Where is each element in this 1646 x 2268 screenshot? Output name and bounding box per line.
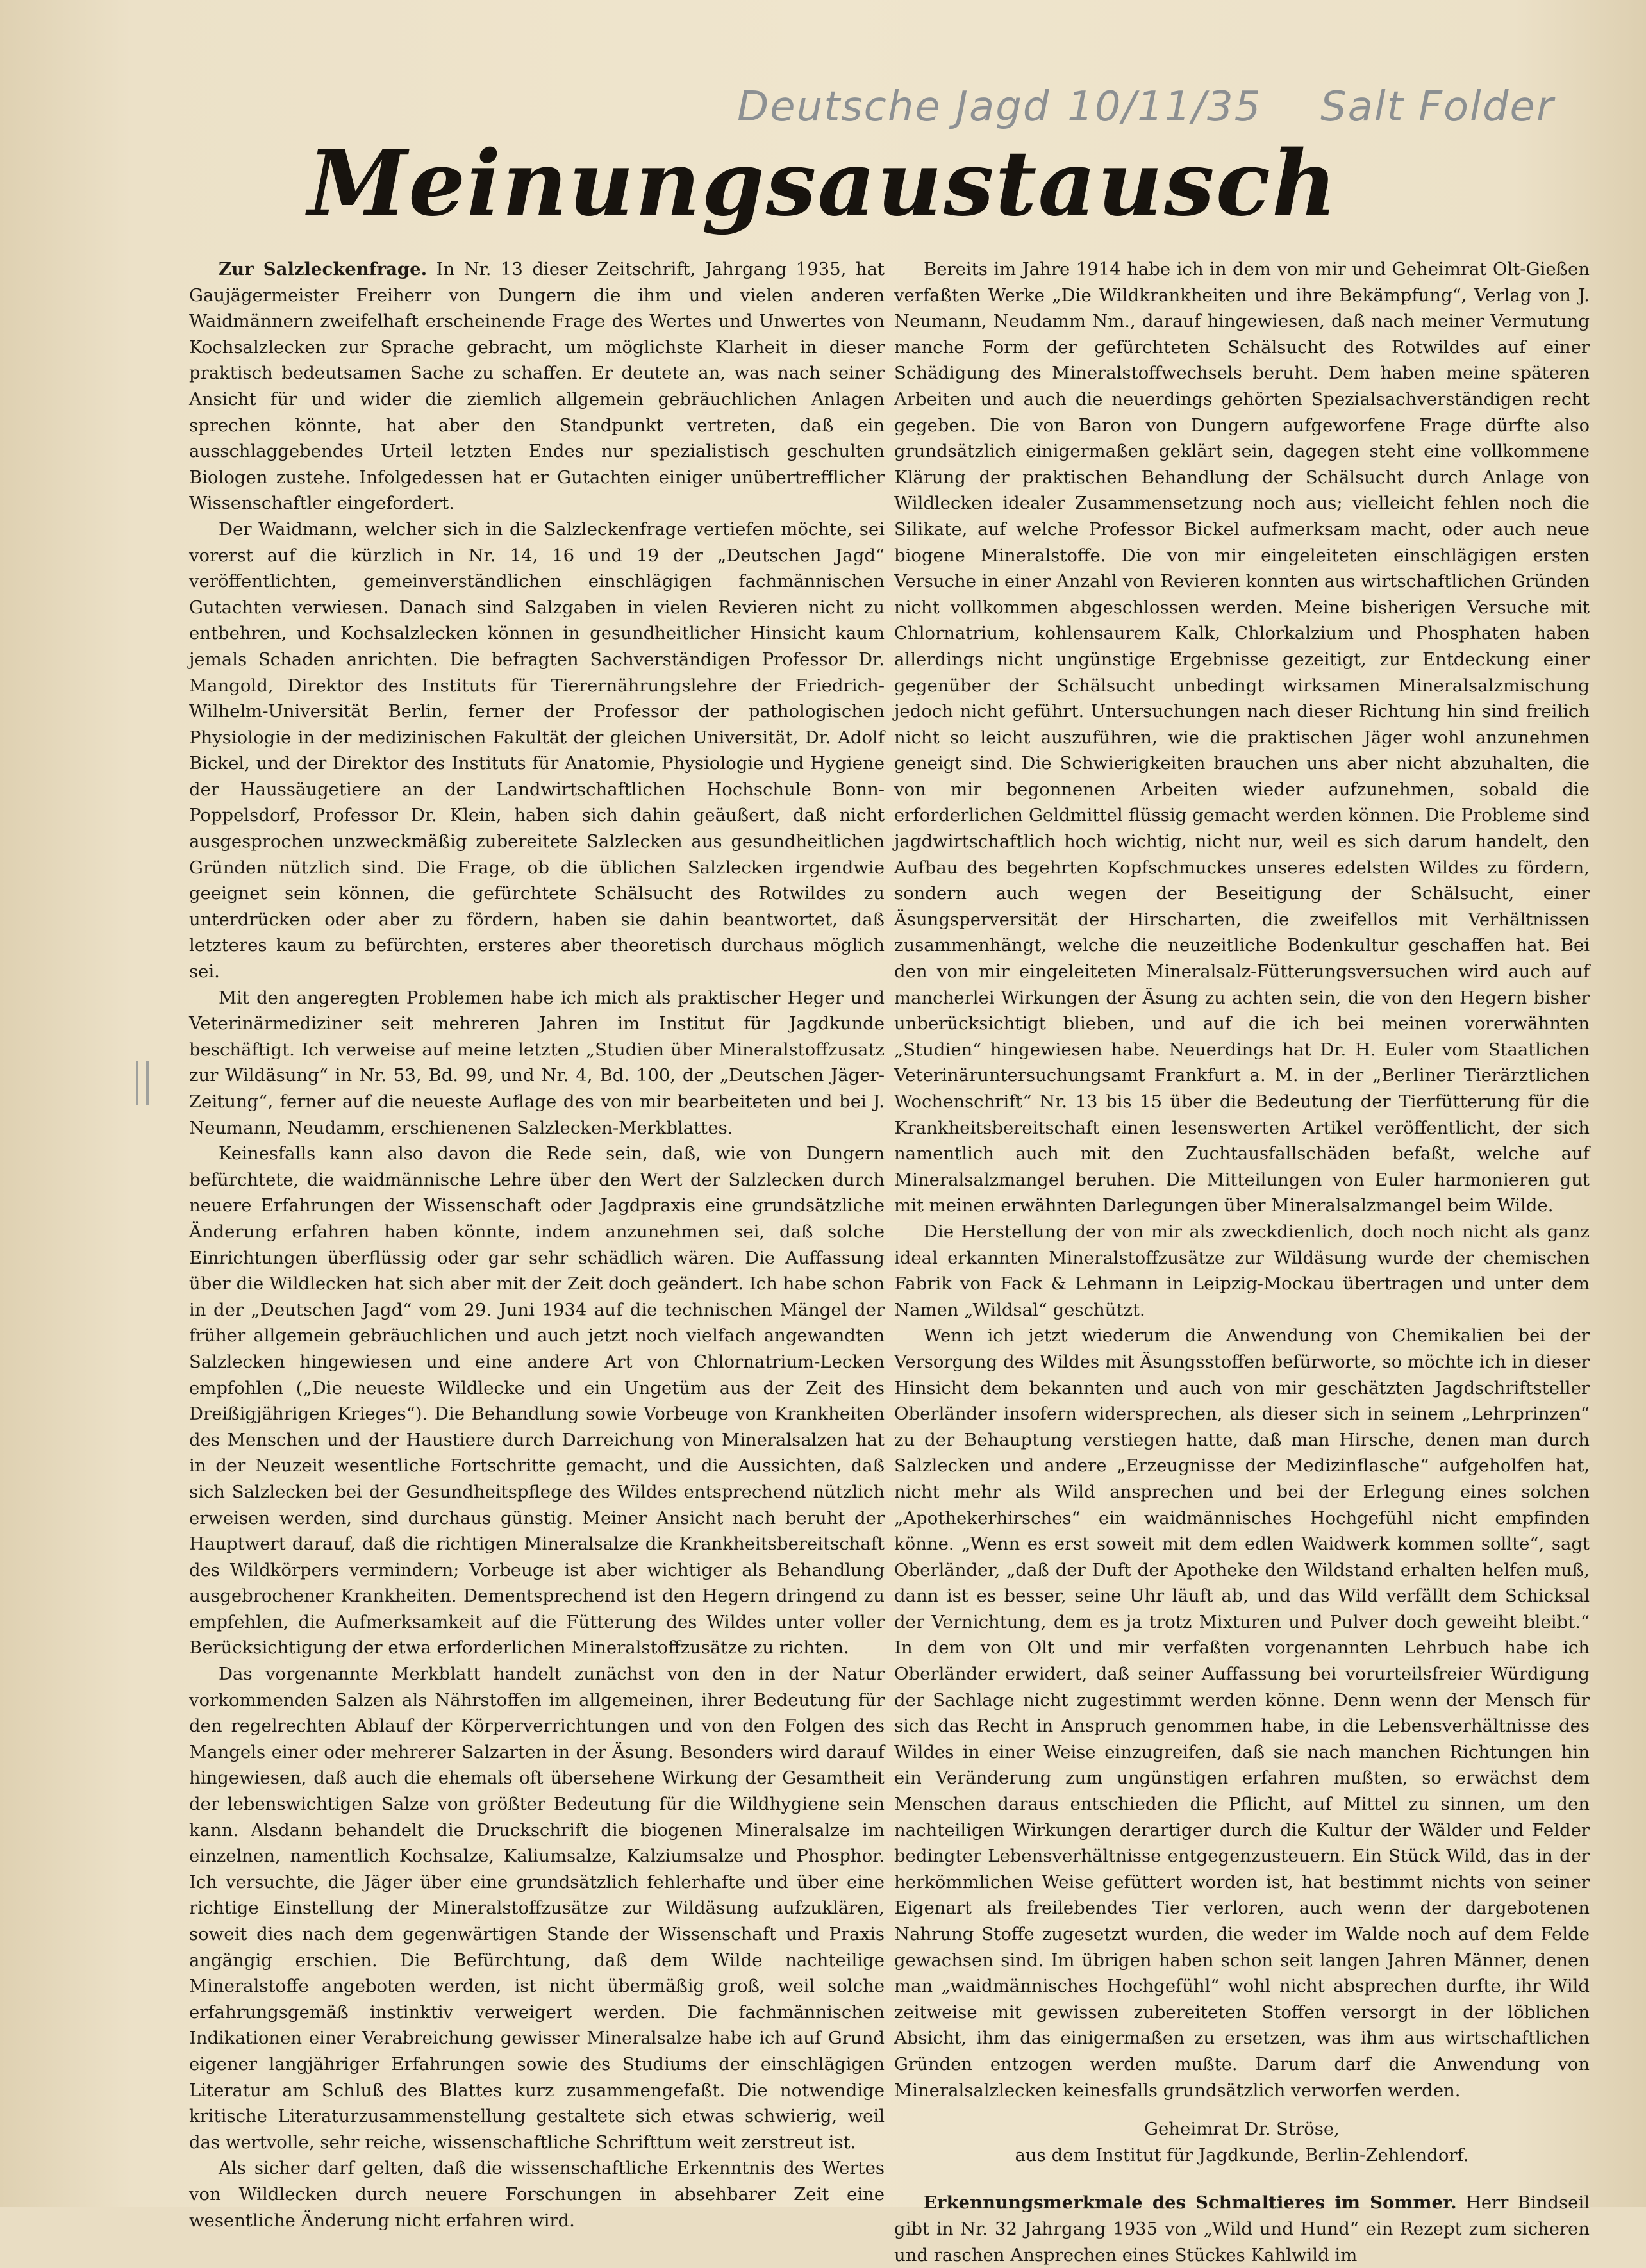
paragraph-text: Herr Bindseil gibt in Nr. 32 Jahrgang 1935 von „Wild und Hund“ ein Rezept zum sicheren und raschen Ansprechen eines Stückes Kahlwild im — [894, 2192, 1590, 2265]
handwritten-source-note: Deutsche Jagd — [737, 83, 1051, 131]
paragraph-text: Mit den angeregten Problemen habe ich mich als praktischer Heger und Veterinärmediziner seit mehreren Jahren im Institut für Jagdkunde beschäftigt. Ich verweise auf meine letzten „Studien über Mineralstoffzusatz zur Wildäsung“ in Nr. 53, Bd. 99, und Nr. 4, Bd. 100, der „Deutschen Jäger-Zeitung“, ferner auf die neueste Auflage des von mir bearbeiteten und bei J. Neumann, Neudamm, erschienenen Salzlecken-Merkblattes. — [189, 987, 885, 1138]
handwritten-date-note: 10/11/35 — [1067, 83, 1262, 131]
paragraph-text: Der Waidmann, welcher sich in die Salzleckenfrage vertiefen möchte, sei vorerst auf die kürzlich in Nr. 14, 16 und 19 der „Deutschen Jagd“ veröffentlichten, gemeinverständlichen einschlägigen fachmännischen Gutachten verwiesen. Danach sind Salzgaben in vielen Revieren nicht zu entbehren, und Kochsalzlecken können in gesundheitlicher Hinsicht kaum jemals Schaden anrichten. Die befragten Sachverständigen Professor Dr. Mangold, Direktor des Instituts für Tierernährungslehre der Friedrich-Wilhelm-Universität Berlin, ferner der Professor der pathologischen Physiologie in der medizinischen Fakultät der gleichen Universität, Dr. Adolf Bickel, und der Direktor des Instituts für Anatomie, Physiologie und Hygiene der Haussäugetiere an der Landwirtschaftlichen Hochschule Bonn-Poppelsdorf, Professor Dr. Klein, haben sich dahin geäußert, daß nicht ausgesprochen unzweckmäßig zubereitete Salzlecken aus gesundheitlichen Gründen nützlich sind. Die Frage, ob die üblichen Salzlecken irgendwie geeignet sein können, die gefürchtete Schälsucht des Rotwildes zu unterdrücken oder aber zu fördern, haben sie dahin beantwortet, daß letzteres kaum zu befürchten, ersteres aber theoretisch durchaus möglich sei. — [189, 518, 885, 982]
paragraph — [894, 2190, 1590, 2268]
paragraph — [894, 1323, 1590, 2103]
paragraph-text: Die Herstellung der von mir als zweckdienlich, doch noch nicht als ganz ideal erkannten Mineralstoffzusätze zur Wildäsung wurde der chemischen Fabrik von Fack & Lehmann in Leipzig-Mockau übertragen und unter dem Namen „Wildsal“ geschützt. — [894, 1221, 1590, 1320]
signature-institution: aus dem Institut für Jagdkunde, Berlin-Zehlendorf. — [1015, 2144, 1469, 2165]
paragraph — [189, 256, 885, 517]
signature-name: Geheimrat Dr. Ströse, — [1144, 2119, 1340, 2140]
paragraph-text: Keinesfalls kann also davon die Rede sein, daß, wie von Dungern befürchtete, die waidmännische Lehre über den Wert der Salzlecken durch neuere Erfahrungen der Wissenschaft oder Jagdpraxis eine grundsätzliche Änderung erfahren haben könnte, indem anzunehmen sei, daß solche Einrichtungen überflüssig oder gar sehr schädlich wären. Die Auffassung über die Wildlecken hat sich aber mit der Zeit doch geändert. Ich habe schon in der „Deutschen Jagd“ vom 29. Juni 1934 auf die technischen Mängel der früher allgemein gebräuchlichen und auch jetzt noch vielfach angewandten Salzlecken hingewiesen und eine andere Art von Chlornatrium-Lecken empfohlen („Die neueste Wildlecke und ein Ungetüm aus der Zeit des Dreißigjährigen Krieges“). Die Behandlung sowie Vorbeuge von Krankheiten des Menschen und der Haustiere durch Darreichung von Mineralsalzen hat in der Neuzeit wesentliche Fortschritte gemacht, und die Aussichten, daß sich Salzlecken bei der Gesundheitspflege des Wildes entsprechend nützlich erweisen werden, sind durchaus günstig. Meiner Ansicht nach beruht der Hauptwert darauf, daß die richtigen Mineralsalze die Krankheitsbereitschaft des Wildkörpers vermindern; Vorbeuge ist aber wichtiger als Behandlung ausgebrochener Krankheiten. Dementsprechend ist den Hegern dringend zu empfehlen, die Aufmerksamkeit auf die Fütterung des Wildes unter voller Berücksichtigung der etwa erforderlichen Mineralstoffzusätze zu richten. — [189, 1143, 885, 1659]
left-column — [189, 256, 885, 2233]
paragraph-text: Bereits im Jahre 1914 habe ich in dem von mir und Geheimrat Olt-Gießen verfaßten Werke „Die Wildkrankheiten und ihre Bekämpfung“, Verlag von J. Neumann, Neudamm Nm., darauf hingewiesen, daß nach meiner Vermutung manche Form der gefürchteten Schälsucht des Rotwildes auf einer Schädigung des Mineralstoffwechsels beruht. Dem haben meine späteren Arbeiten und auch die neuerdings gehörten Spezialsachverständigen recht gegeben. Die von Baron von Dungern aufgeworfene Frage dürfte also grundsätzlich einigermaßen geklärt sein, dagegen steht eine vollkommene Klärung der praktischen Behandlung der Schälsucht durch Anlage von Wildlecken idealer Zusammensetzung noch aus; vielleicht fehlen noch die Silikate, auf welche Professor Bickel aufmerksam macht, oder auch neue biogene Mineralstoffe. Die von mir eingeleiteten einschlägigen ersten Versuche in einer Anzahl von Revieren konnten aus wirtschaftlichen Gründen nicht vollkommen abgeschlossen werden. Meine bisherigen Versuche mit Chlornatrium, kohlensaurem Kalk, Chlorkalzium und Phosphaten haben allerdings nicht ungünstige Ergebnisse gezeitigt, zur Entdeckung einer gegenüber der Schälsucht unbedingt wirksamen Mineralsalzmischung jedoch nicht geführt. Untersuchungen nach dieser Richtung hin sind freilich nicht so leicht auszuführen, wie die praktischen Jäger wohl anzunehmen geneigt sind. Die Schwierigkeiten brauchen uns aber nicht abzuhalten, die von mir begonnenen Arbeiten wieder aufzunehmen, sobald die erforderlichen Geldmittel flüssig gemacht werden können. Die Probleme sind jagdwirtschaftlich hoch wichtig, nicht nur, weil es sich darum handelt, den Aufbau des begehrten Kopfschmuckes unseres edelsten Wildes zu fördern, sondern auch wegen der Beseitigung der Schälsucht, einer Äsungsperversität der Hirscharten, die zweifellos mit Verhältnissen zusammenhängt, welche die neuzeitliche Bodenkultur geschaffen hat. Bei den von mir eingeleiteten Mineralsalz-Fütterungsversuchen wird auch auf mancherlei Wirkungen der Äsung zu achten sein, die von den Hegern bisher unberücksichtigt blieben, und auf die ich bei meinen vorerwähnten „Studien“ hingewiesen habe. Neuerdings hat Dr. H. Euler vom Staatlichen Veterinäruntersuchungsamt Frankfurt a. M. in der „Berliner Tierärztlichen Wochenschrift“ Nr. 13 bis 15 über die Bedeutung der Tierfütterung für die Krankheitsbereitschaft einen lesenswerten Artikel veröffentlicht, der sich namentlich auch mit den Zuchtausfallschäden befaßt, welche auf Mineralsalzmangel beruhen. Die Mitteilungen von Euler harmonieren gut mit meinen erwähnten Darlegungen über Mineralsalzmangel beim Wilde. — [894, 259, 1590, 1216]
right-column — [894, 256, 1590, 2268]
paragraph — [894, 1219, 1590, 1323]
paragraph — [189, 1141, 885, 1661]
article-lead: Zur Salzleckenfrage. — [219, 259, 428, 279]
paragraph — [189, 2155, 885, 2233]
handwritten-folder-note: Salt Folder — [1320, 83, 1555, 131]
paragraph-text: Als sicher darf gelten, daß die wissenschaftliche Erkenntnis des Wertes von Wildlecken durch neuere Forschungen in absehbarer Zeit eine wesentliche Änderung nicht erfahren wird. — [189, 2158, 885, 2231]
paragraph — [189, 517, 885, 985]
paragraph-text: Das vorgenannte Merkblatt handelt zunächst von den in der Natur vorkommenden Salzen als Nährstoffen im allgemeinen, ihrer Bedeutung für den regelrechten Ablauf der Körperverrichtungen und von den Folgen des Mangels einer oder mehrerer Salzarten in der Äsung. Besonders wird darauf hingewiesen, daß auch die ehemals oft übersehene Wirkung der Gesamtheit der lebenswichtigen Salze von größter Bedeutung für die Wildhygiene sein kann. Alsdann behandelt die Druckschrift die biogenen Mineralsalze im einzelnen, namentlich Kochsalze, Kaliumsalze, Kalziumsalze und Phosphor. Ich versuchte, die Jäger über eine grundsätzlich fehlerhafte und über eine richtige Einstellung der Mineralstoffzusätze zur Wildäsung aufzuklären, soweit dies nach dem gegenwärtigen Stande der Wissenschaft und Praxis angängig erschien. Die Befürchtung, daß dem Wilde nachteilige Mineralstoffe angeboten werden, ist nicht übermäßig groß, weil solche erfahrungsgemäß instinktiv verweigert werden. Die fachmännischen Indikationen einer Verabreichung gewisser Mineralsalze habe ich auf Grund eigener langjähriger Erfahrungen sowie des Studiums der einschlägigen Literatur am Schluß des Blattes kurz zusammengefaßt. Die notwendige kritische Literaturzusammenstellung gestaltete sich etwas schwierig, weil das wertvolle, sehr reiche, wissenschaftliche Schrifttum weit zerstreut ist. — [189, 1664, 885, 2153]
paragraph — [189, 985, 885, 1141]
margin-pencil-mark — [136, 1061, 149, 1105]
paragraph-text: In Nr. 13 dieser Zeitschrift, Jahrgang 1935, hat Gaujägermeister Freiherr von Dungern die ihm und vielen anderen Waidmännern zweifelhaft erscheinende Frage des Wertes und Unwertes von Kochsalzlecken zur Sprache gebracht, um möglichste Klarheit in dieser praktisch bedeutsamen Sache zu schaffen. Er deutete an, was nach seiner Ansicht für und wider die ziemlich allgemein gebräuchlichen Anlagen sprechen könnte, hat aber den Standpunkt vertreten, daß ein ausschlaggebendes Urteil letzten Endes nur spezialistisch geschulten Biologen zustehe. Infolgedessen hat er Gutachten einiger unübertrefflicher Wissenschaftler eingefordert. — [189, 259, 885, 514]
section-masthead: Meinungsaustausch — [308, 131, 1338, 236]
paragraph — [189, 1661, 885, 2155]
article-lead: Erkennungsmerkmale des Schmaltieres im Sommer. — [924, 2192, 1457, 2214]
paragraph-text: Wenn ich jetzt wiederum die Anwendung von Chemikalien bei der Versorgung des Wildes mit Äsungsstoffen befürworte, so möchte ich in dieser Hinsicht dem bekannten und auch von mir geschätzten Jagdschriftsteller Oberländer insofern widersprechen, als dieser sich in seinem „Lehrprinzen“ zu der Behauptung verstiegen hatte, daß man Hirsche, denen man durch Salzlecken und andere „Erzeugnisse der Medizinflasche“ aufgeholfen hat, nicht mehr als Wild ansprechen und bei der Erlegung eines solchen „Apothekerhirsches“ ein waidmännisches Hochgefühl nicht empfinden könne. „Wenn es erst soweit mit dem edlen Waidwerk kommen sollte“, sagt Oberländer, „daß der Duft der Apotheke den Wildstand erhalten helfen muß, dann ist es besser, seine Uhr läuft ab, und das Wild verfällt dem Schicksal der Vernichtung, dem es ja trotz Mixturen und Pulver doch geweiht bleibt.“ In dem von Olt und mir verfaßten vorgenannten Lehrbuch habe ich Oberländer erwidert, daß seiner Auffassung bei vorurteilsfreier Würdigung der Sachlage nicht zugestimmt werden könne. Denn wenn der Mensch für sich das Recht in Anspruch genommen habe, in die Lebensverhältnisse des Wildes in einer Weise einzugreifen, daß sie nach manchen Richtungen hin ein Veränderung zum ungünstigen erfahren mußten, so erwächst dem Menschen daraus entschieden die Pflicht, auf Mittel zu sinnen, um den nachteiligen Wirkungen derartiger durch die Kultur der Wälder und Felder bedingter Lebensverhältnisse entgegenzusteuern. Ein Stück Wild, das in der herkömmlichen Weise gefüttert worden ist, hat bestimmt nichts von seiner Eigenart als freilebendes Tier verloren, auch wenn der dargebotenen Nahrung Stoffe zugesetzt wurden, die weder im Walde noch auf dem Felde gewachsen sind. Im übrigen haben schon seit langen Jahren Männer, denen man „waidmännisches Hochgefühl“ wohl nicht absprechen durfte, ihr Wild zeitweise mit gewissen zubereiteten Stoffen versorgt in der löblichen Absicht, ihm das einigermaßen zu ersetzen, was ihm aus wirtschaftlichen Gründen entzogen werden mußte. Darum darf die Anwendung von Mineralsalzlecken keinesfalls grundsätzlich verworfen werden. — [894, 1325, 1590, 2101]
paragraph — [894, 256, 1590, 1219]
